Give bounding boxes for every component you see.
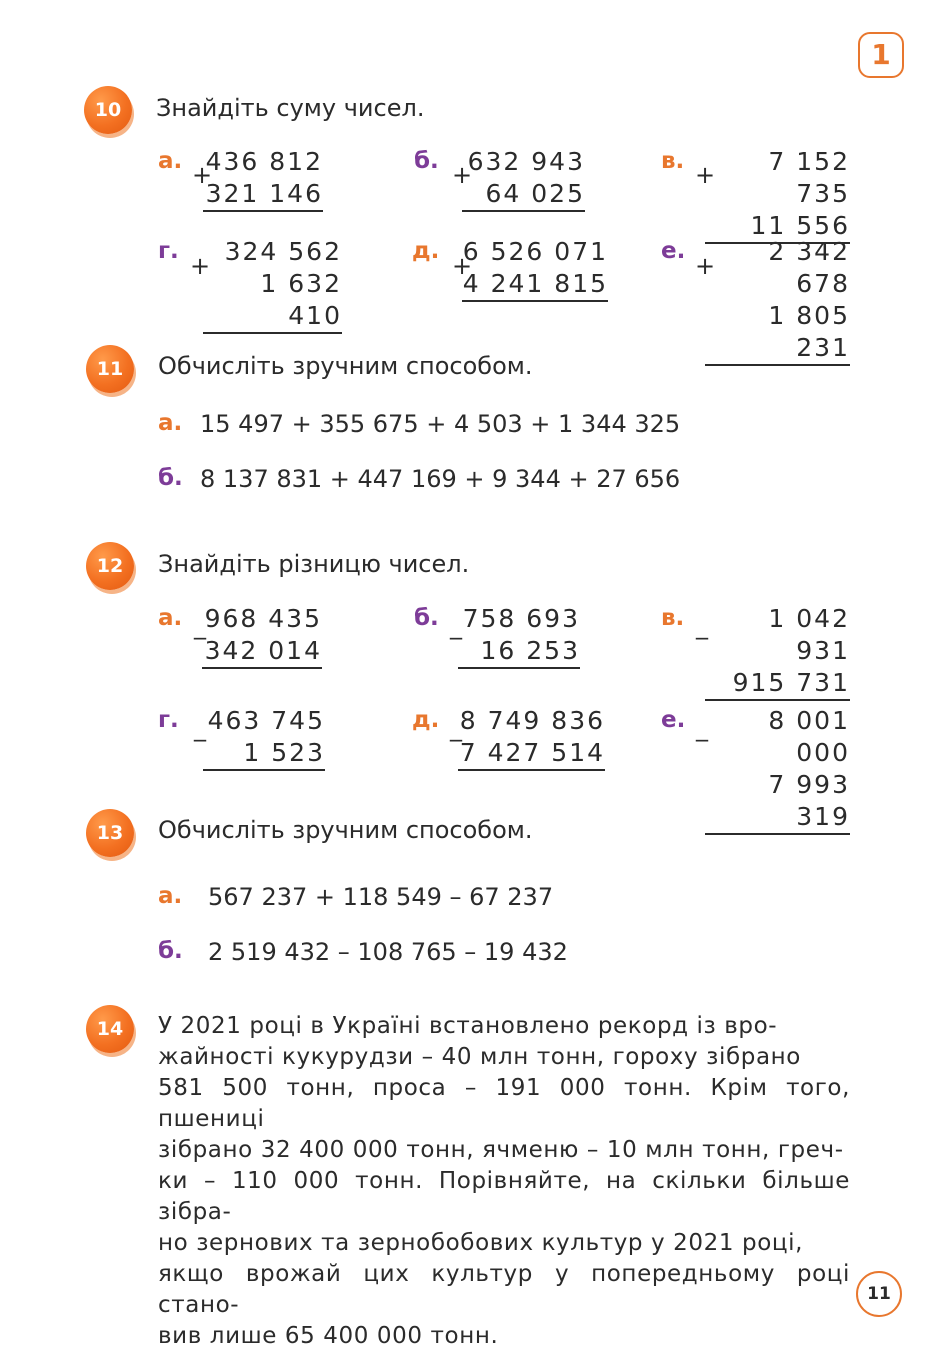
task-12-label-v: в. xyxy=(661,605,685,631)
addend-top: 7 152 735 xyxy=(768,147,850,208)
paragraph-line: 581 500 тонн, проса – 191 000 тонн. Крім того, пшениці xyxy=(158,1075,850,1132)
plus-sign: + xyxy=(192,161,213,189)
task-12-label-b: б. xyxy=(414,605,439,631)
minus-sign: _ xyxy=(194,612,206,640)
chapter-badge: 1 xyxy=(858,32,904,78)
addend-top: 6 526 071 xyxy=(462,237,608,266)
minus-sign: _ xyxy=(450,612,462,640)
task-11-expression-a: 15 497 + 355 675 + 4 503 + 1 344 325 xyxy=(200,410,681,438)
task-12-column-d xyxy=(458,705,605,771)
subtrahend: 7 427 514 xyxy=(458,737,605,771)
task-10-column-d xyxy=(462,236,608,302)
task-10-number: 10 xyxy=(84,86,132,134)
addend-bottom: 64 025 xyxy=(462,178,585,212)
addend-top: 324 562 xyxy=(224,237,342,266)
task-10-label-v: в. xyxy=(661,148,685,174)
task-14-number: 14 xyxy=(86,1005,134,1053)
addend-bottom: 1 805 231 xyxy=(705,300,850,366)
task-10-column-v xyxy=(705,146,850,244)
minus-sign: _ xyxy=(696,714,708,742)
task-12-column-v xyxy=(705,603,850,701)
addend-bottom: 4 241 815 xyxy=(462,268,608,302)
task-11-number: 11 xyxy=(86,345,134,393)
task-11-title: Обчисліть зручним способом. xyxy=(158,352,533,380)
task-13-number: 13 xyxy=(86,809,134,857)
task-12-column-g xyxy=(203,705,325,771)
minus-sign: _ xyxy=(696,612,708,640)
task-10-column-g xyxy=(203,236,342,334)
minus-sign: _ xyxy=(450,714,462,742)
minuend: 968 435 xyxy=(204,604,322,633)
task-10-label-a: а. xyxy=(158,148,183,174)
paragraph-line: вив лише 65 400 000 тонн. xyxy=(158,1323,499,1349)
task-10-column-a xyxy=(203,146,323,212)
minuend: 8 001 000 xyxy=(768,706,850,767)
task-11-label-a: а. xyxy=(158,410,183,436)
task-10-column-b xyxy=(462,146,585,212)
plus-sign: + xyxy=(452,161,473,189)
task-10-label-b: б. xyxy=(414,148,439,174)
task-12-column-b xyxy=(458,603,580,669)
task-12-column-a xyxy=(202,603,322,669)
minus-sign: _ xyxy=(194,714,206,742)
addend-top: 632 943 xyxy=(467,147,585,176)
plus-sign: + xyxy=(452,252,473,280)
task-13-expression-a: 567 237 + 118 549 – 67 237 xyxy=(208,883,554,911)
task-13-expression-b: 2 519 432 – 108 765 – 19 432 xyxy=(208,938,568,966)
page-number: 11 xyxy=(856,1271,902,1317)
paragraph-line: ки – 110 000 тонн. Порівняйте, на скільки більше зібра- xyxy=(158,1168,850,1225)
paragraph-line: зібрано 32 400 000 тонн, ячменю – 10 млн тонн, греч- xyxy=(158,1137,844,1163)
paragraph-line: якщо врожай цих культур у попередньому році стано- xyxy=(158,1261,850,1318)
minuend: 1 042 931 xyxy=(768,604,850,665)
task-10-column-e xyxy=(705,236,850,366)
task-12-column-e xyxy=(705,705,850,835)
task-10-label-e: е. xyxy=(661,238,686,264)
task-10-title: Знайдіть суму чисел. xyxy=(156,94,425,122)
minuend: 8 749 836 xyxy=(459,706,605,735)
subtrahend: 342 014 xyxy=(202,635,322,669)
subtrahend: 16 253 xyxy=(458,635,580,669)
task-12-title: Знайдіть різницю чисел. xyxy=(158,550,470,578)
addend-bottom: 321 146 xyxy=(203,178,323,212)
subtrahend: 1 523 xyxy=(203,737,325,771)
addend-top: 436 812 xyxy=(205,147,323,176)
task-14-text xyxy=(158,1011,850,1352)
plus-sign: + xyxy=(695,252,716,280)
task-13-label-a: а. xyxy=(158,883,183,909)
task-10-label-d: д. xyxy=(412,238,440,264)
task-12-number: 12 xyxy=(86,542,134,590)
task-12-label-d: д. xyxy=(412,707,440,733)
paragraph-line: но зернових та зернобобових культур у 2021 році, xyxy=(158,1230,804,1256)
addend-bottom: 1 632 410 xyxy=(203,268,342,334)
paragraph-line: У 2021 році в Україні встановлено рекорд із вро- xyxy=(158,1013,778,1039)
task-13-title: Обчисліть зручним способом. xyxy=(158,816,533,844)
addend-bottom: 11 556 xyxy=(705,210,850,244)
task-12-label-a: а. xyxy=(158,605,183,631)
subtrahend: 7 993 319 xyxy=(705,769,850,835)
task-12-label-g: г. xyxy=(158,707,179,733)
task-10-label-g: г. xyxy=(158,238,179,264)
minuend: 758 693 xyxy=(462,604,580,633)
task-11-expression-b: 8 137 831 + 447 169 + 9 344 + 27 656 xyxy=(200,465,681,493)
subtrahend: 915 731 xyxy=(705,667,850,701)
minuend: 463 745 xyxy=(207,706,325,735)
task-13-label-b: б. xyxy=(158,938,183,964)
plus-sign: + xyxy=(190,252,211,280)
addend-top: 2 342 678 xyxy=(768,237,850,298)
plus-sign: + xyxy=(695,161,716,189)
task-11-label-b: б. xyxy=(158,465,183,491)
paragraph-line: жайності кукурудзи – 40 млн тонн, гороху зібрано xyxy=(158,1044,801,1070)
task-12-label-e: е. xyxy=(661,707,686,733)
